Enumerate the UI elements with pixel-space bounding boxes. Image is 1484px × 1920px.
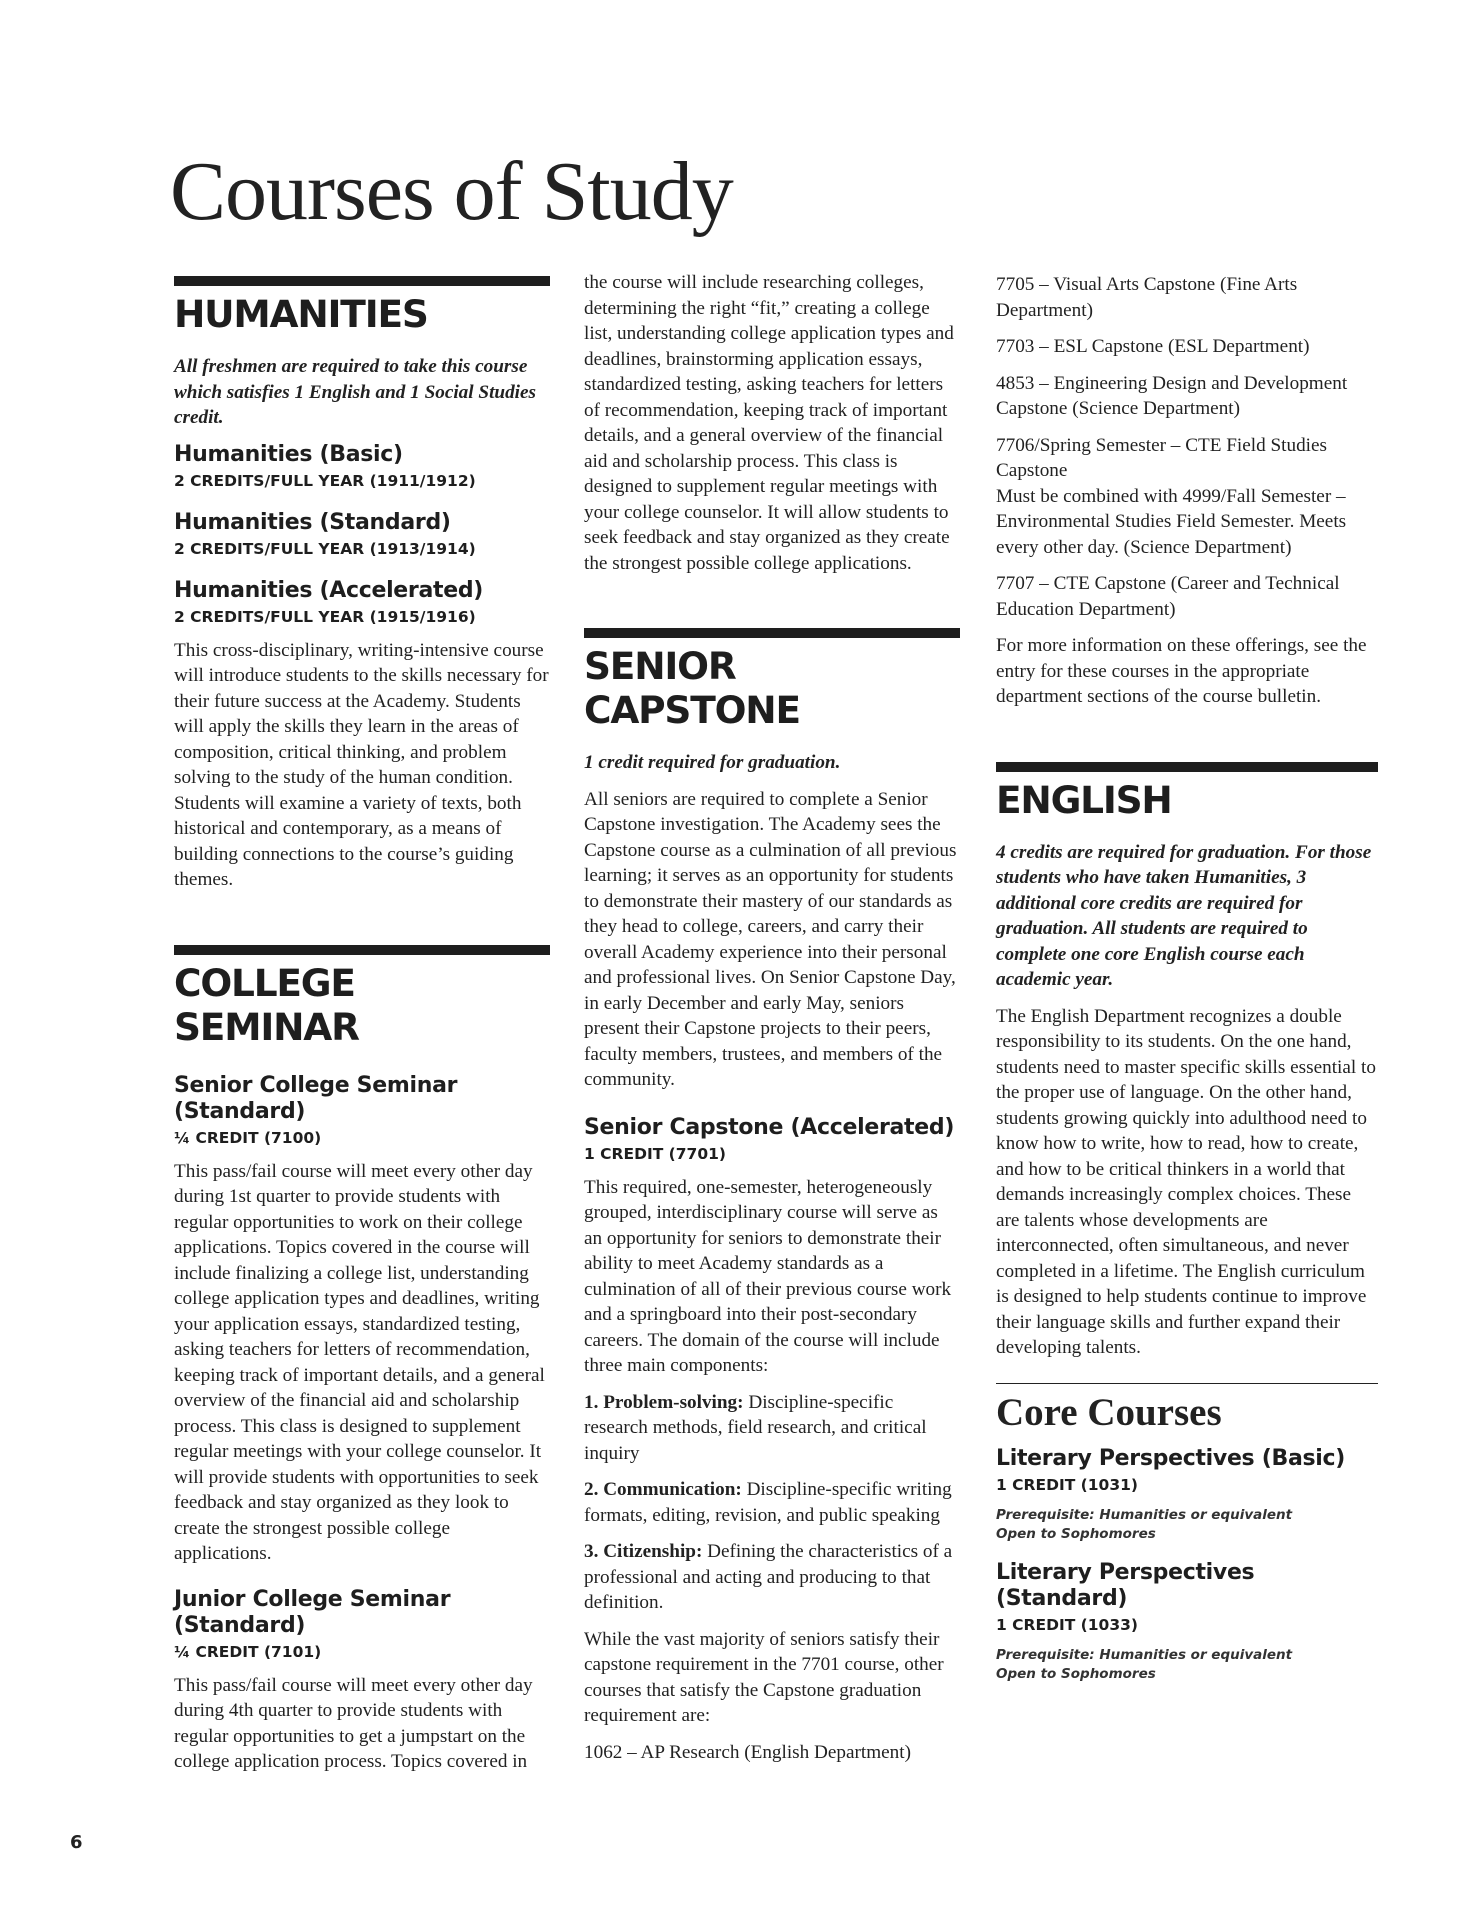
capstone-other-course-field-studies	[996, 433, 1378, 561]
section-rule	[174, 945, 550, 955]
senior-capstone-heading: SENIOR CAPSTONE	[584, 644, 800, 732]
course-title: Humanities (Standard)	[174, 509, 451, 535]
section-rule	[996, 762, 1378, 772]
subsection-rule	[996, 1383, 1378, 1384]
course-credits: 2 CREDITS/FULL YEAR (1915/1916)	[174, 607, 476, 626]
course-credits: 2 CREDITS/FULL YEAR (1913/1914)	[174, 539, 476, 558]
course-credits: ¼ CREDIT (7101)	[174, 1642, 322, 1661]
capstone-component	[584, 1477, 960, 1528]
capstone-other-course: 7705 – Visual Arts Capstone (Fine Arts Department)	[996, 274, 1298, 321]
capstone-other-course: 7707 – CTE Capstone (Career and Technical Education Department)	[996, 573, 1340, 620]
prerequisite-text: Prerequisite: Humanities or equivalent	[996, 1646, 1293, 1663]
open-to-text: Open to Sophomores	[996, 1665, 1156, 1682]
capstone-component	[584, 1390, 960, 1467]
capstone-other-course: 7703 – ESL Capstone (ESL Department)	[996, 336, 1310, 357]
field-studies-note: Must be combined with 4999/Fall Semester – Environmental Studies Field Semester. Meets every other day. (Science Department)	[996, 485, 1347, 558]
course-title: Literary Perspectives (Standard)	[996, 1559, 1255, 1611]
capstone-accelerated-description: This required, one-semester, heterogeneously grouped, interdisciplinary course will serve as an opportunity for seniors to demonstrate their ability to meet Academy standards as a culmination of all of their previous course work and a springboard into their post-secondary careers. The domain of the course will include three main components:	[584, 1176, 952, 1376]
component-label: 3. Citizenship:	[584, 1541, 703, 1562]
course-title: Humanities (Accelerated)	[174, 577, 484, 603]
course-prerequisite	[996, 1506, 1378, 1544]
capstone-other-intro: While the vast majority of seniors satisfy their capstone requirement in the 7701 course, other courses that satisfy the Capstone graduation requirement are:	[584, 1628, 944, 1726]
course-credits: 2 CREDITS/FULL YEAR (1911/1912)	[174, 471, 476, 490]
english-intro: 4 credits are required for graduation. For those students who have taken Humanities, 3 additional core credits are required for graduation. All students are required to complete one core English course each academic year.	[996, 841, 1372, 990]
senior-capstone-intro: 1 credit required for graduation.	[584, 752, 841, 773]
capstone-component	[584, 1539, 960, 1616]
component-text: Discipline-specific research methods, field research, and critical inquiry	[584, 1391, 927, 1464]
english-description: The English Department recognizes a double responsibility to its students. On the one hand, students need to master specific skills essential to the proper use of language. On the other hand, students growing quickly into adulthood need to know how to write, how to read, how to create, and how to be critical thinkers in a world that demands increasingly complex choices. These are talents whose developments are interconnected, often simultaneous, and never completed in a lifetime. The English curriculum is designed to help students continue to improve their language skills and further expand their developing talents.	[996, 1005, 1376, 1358]
page-title: Courses of Study	[170, 145, 733, 238]
senior-capstone-description: All seniors are required to complete a Senior Capstone investigation. The Academy sees the Capstone course as a culmination of all previous learning; it serves as an opportunity for students to demonstrate their mastery of our standards as they head to college, careers, and carry their overall Academy experience into their personal and professional lives. On Senior Capstone Day, in early December and early May, seniors present their Capstone projects to their peers, faculty members, trustees, and members of the community.	[584, 788, 957, 1090]
course-title: Senior Capstone (Accelerated)	[584, 1114, 955, 1140]
course-title: Literary Perspectives (Basic)	[996, 1445, 1346, 1471]
junior-seminar-description-continued: the course will include researching colleges, determining the right “fit,” creating a college list, understanding college application types and deadlines, brainstorming application essays, standardized testing, asking teachers for letters of recommendation, keeping track of important details, and a general overview of the financial aid and scholarship process. This class is designed to supplement regular meetings with your college counselor. It will allow students to seek feedback and stay organized as they create the strongest possible college applications.	[584, 272, 954, 574]
english-heading: ENGLISH	[996, 777, 1172, 822]
course-credits: 1 CREDIT (7701)	[584, 1144, 726, 1163]
senior-capstone-section	[584, 628, 960, 1765]
course-title: Junior College Seminar (Standard)	[174, 1586, 451, 1638]
humanities-heading: HUMANITIES	[174, 292, 428, 336]
humanities-description: This cross-disciplinary, writing-intensive course will introduce students to the skills necessary for their future success at the Academy. Students will apply the skills they learn in the areas of composition, critical thinking, and problem solving to the study of the human condition. Students will examine a variety of texts, both historical and contemporary, as a means of building connections to the course’s guiding themes.	[174, 639, 549, 890]
humanities-intro: All freshmen are required to take this course which satisfies 1 English and 1 Social Studies credit.	[174, 356, 536, 428]
open-to-text: Open to Sophomores	[996, 1525, 1156, 1542]
component-text: Discipline-specific writing formats, editing, revision, and public speaking	[584, 1479, 952, 1526]
course-title: Senior College Seminar (Standard)	[174, 1072, 458, 1124]
junior-seminar-description: This pass/fail course will meet every other day during 4th quarter to provide students with regular opportunities to get a jumpstart on the college application process. Topics covered in	[174, 1674, 533, 1772]
component-label: 1. Problem-solving:	[584, 1391, 744, 1413]
prerequisite-text: Prerequisite: Humanities or equivalent	[996, 1506, 1293, 1523]
core-courses-heading: Core Courses	[996, 1390, 1222, 1434]
column-left	[174, 276, 550, 1786]
college-seminar-section	[174, 945, 550, 1775]
capstone-other-courses-list	[996, 272, 1378, 622]
capstone-other-course: 1062 – AP Research (English Department)	[584, 1741, 912, 1763]
component-text: Defining the characteristics of a professional and acting and producing to that definition.	[584, 1541, 953, 1613]
capstone-more-info: For more information on these offerings, see the entry for these courses in the appropriate department sections of the course bulletin.	[996, 635, 1367, 707]
capstone-other-course: 7706/Spring Semester – CTE Field Studies Capstone	[996, 434, 1327, 481]
course-credits: 1 CREDIT (1031)	[996, 1475, 1138, 1494]
column-middle	[584, 270, 960, 1776]
english-section	[996, 762, 1378, 1684]
section-rule	[584, 628, 960, 638]
course-title: Humanities (Basic)	[174, 441, 403, 467]
senior-seminar-description: This pass/fail course will meet every other day during 1st quarter to provide students with regular opportunities to work on their college applications. Topics covered in the course will include finalizing a college list, understanding college application types and deadlines, writing your application essays, standardized testing, asking teachers for letters of recommendation, keeping track of important details, and a general overview of the financial aid and scholarship process. This class is designed to supplement regular meetings with your college counselor. It will provide students with opportunities to seek feedback and stay organized as they look to create the strongest possible college applications.	[174, 1160, 545, 1564]
section-rule	[174, 276, 550, 286]
college-seminar-heading: COLLEGE SEMINAR	[174, 960, 359, 1049]
course-credits: 1 CREDIT (1033)	[996, 1615, 1138, 1634]
column-right	[996, 272, 1378, 1700]
humanities-section	[174, 276, 550, 893]
page-number: 6	[70, 1832, 83, 1853]
course-prerequisite	[996, 1646, 1378, 1684]
capstone-other-course: 4853 – Engineering Design and Development Capstone (Science Department)	[996, 372, 1348, 419]
course-credits: ¼ CREDIT (7100)	[174, 1128, 322, 1147]
component-label: 2. Communication:	[584, 1479, 742, 1500]
